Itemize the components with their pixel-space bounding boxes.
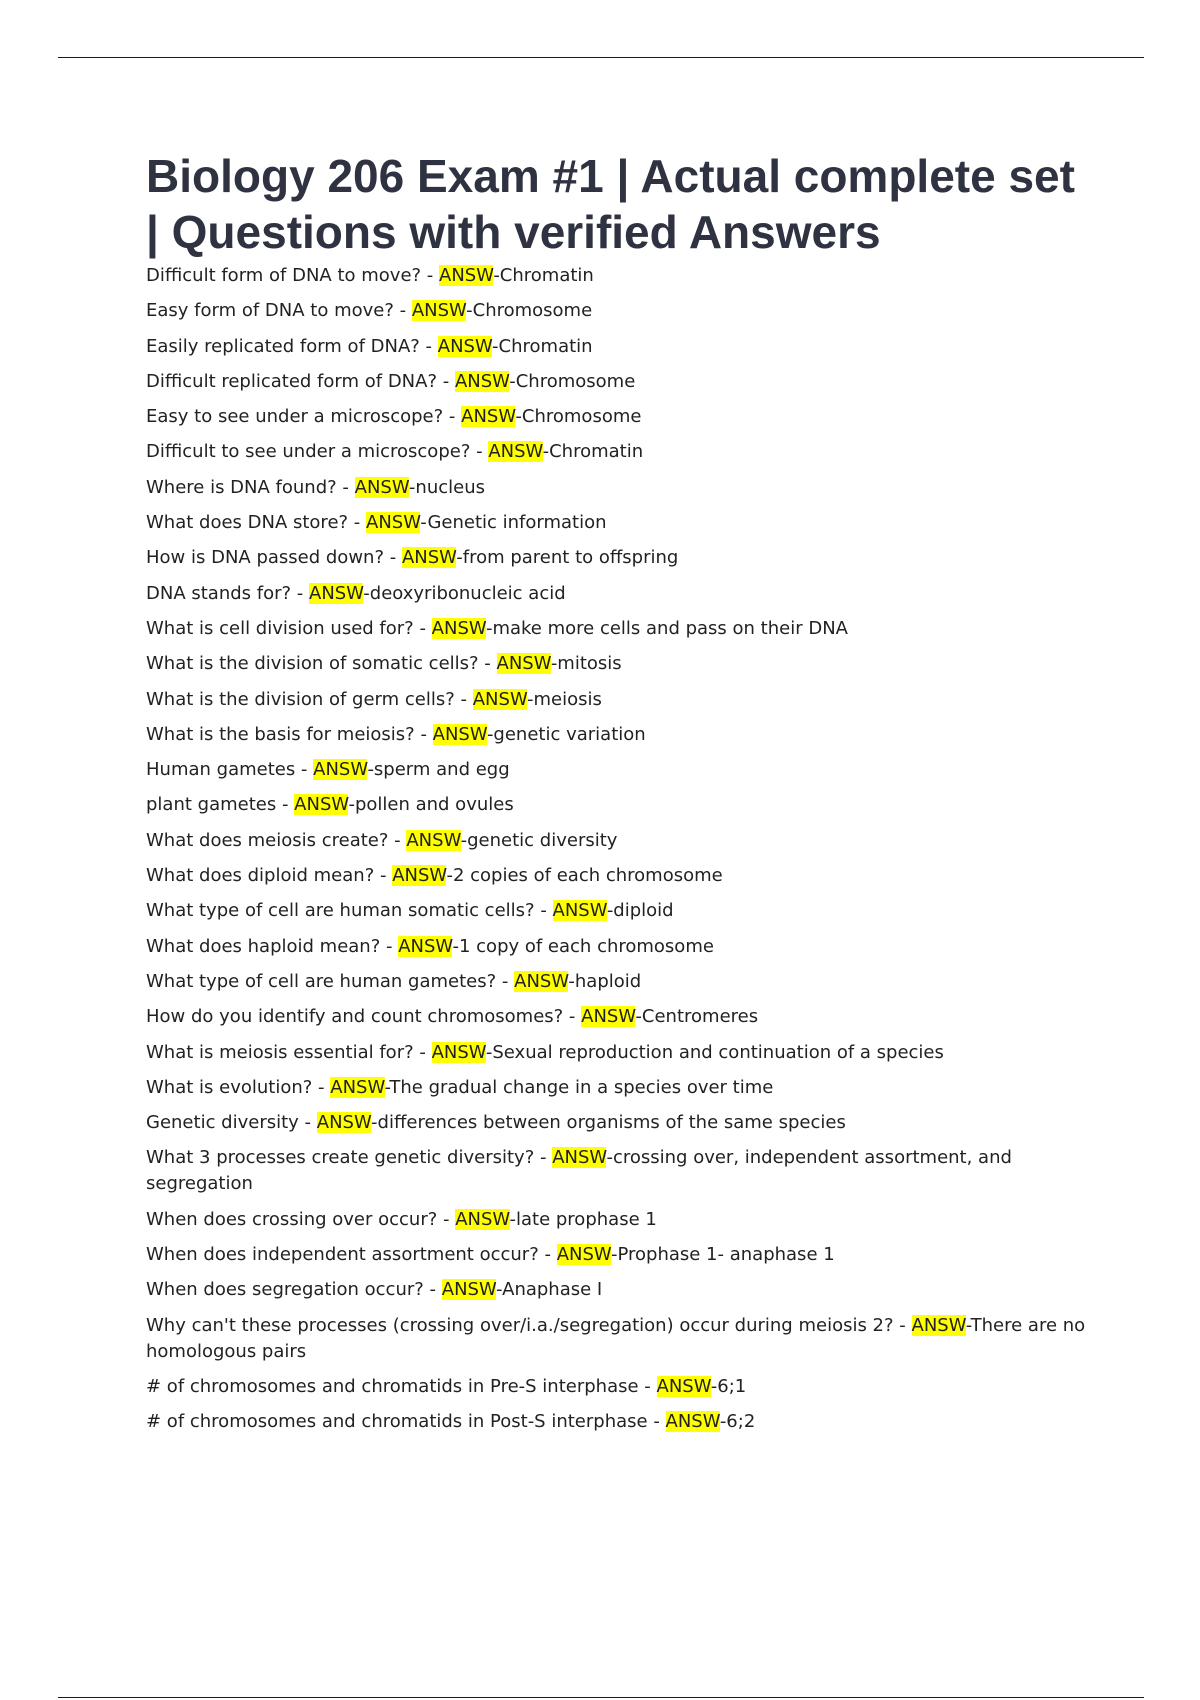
answer-marker: ANSW	[552, 900, 607, 922]
answer-text: -6;1	[710, 1375, 747, 1397]
answer-text: -Chromosome	[466, 300, 593, 322]
answer-marker: ANSW	[552, 1147, 607, 1169]
question-text: What is cell division used for? -	[146, 617, 432, 639]
answer-text: -diploid	[606, 900, 674, 922]
question-text: What is meiosis essential for? -	[146, 1041, 432, 1063]
answer-text: -Sexual reproduction and continuation of a species	[485, 1041, 944, 1063]
question-text: # of chromosomes and chromatids in Post-S interphase -	[146, 1411, 666, 1433]
answer-marker: ANSW	[411, 300, 467, 322]
answer-marker: ANSW	[431, 617, 486, 639]
qa-item	[146, 545, 1086, 571]
answer-marker: ANSW	[656, 1375, 711, 1397]
qa-item	[146, 863, 1086, 889]
answer-text: -1 copy of each chromosome	[452, 935, 714, 957]
question-text: Difficult replicated form of DNA? -	[146, 370, 455, 392]
answer-marker: ANSW	[472, 688, 528, 710]
qa-item	[146, 722, 1086, 748]
qa-item	[146, 439, 1086, 465]
answer-marker: ANSW	[406, 829, 461, 851]
answer-text: -2 copies of each chromosome	[446, 865, 723, 887]
question-text: DNA stands for? -	[146, 582, 310, 604]
question-text: What does diploid mean? -	[146, 865, 393, 887]
qa-item	[146, 792, 1086, 818]
answer-text: -from parent to offspring	[456, 547, 679, 569]
qa-item	[146, 1242, 1086, 1268]
answer-marker: ANSW	[392, 865, 447, 887]
question-text: Easily replicated form of DNA? -	[146, 335, 438, 357]
answer-text: -nucleus	[408, 476, 485, 498]
answer-marker: ANSW	[313, 759, 368, 781]
question-text: plant gametes -	[146, 794, 295, 816]
answer-marker: ANSW	[911, 1314, 966, 1336]
qa-item	[146, 263, 1086, 289]
question-text: When does segregation occur? -	[146, 1279, 442, 1301]
answer-marker: ANSW	[439, 265, 494, 286]
question-text: Genetic diversity -	[146, 1112, 317, 1134]
qa-item	[146, 828, 1086, 854]
qa-item	[146, 334, 1086, 360]
question-text: What is the basis for meiosis? -	[146, 723, 433, 745]
qa-item	[146, 757, 1086, 783]
answer-text: -haploid	[568, 970, 642, 992]
answer-marker: ANSW	[309, 582, 364, 604]
document-title: Biology 206 Exam #1 | Actual complete set | Questions with verified Answers	[146, 150, 1075, 258]
answer-marker: ANSW	[330, 1076, 385, 1098]
question-text: What is the division of somatic cells? -	[146, 653, 497, 675]
answer-marker: ANSW	[366, 512, 421, 534]
qa-item	[146, 1313, 1086, 1365]
question-text: Difficult to see under a microscope? -	[146, 441, 489, 463]
question-text: When does crossing over occur? -	[146, 1208, 456, 1230]
answer-marker: ANSW	[496, 653, 551, 675]
question-text: What is evolution? -	[146, 1076, 331, 1098]
qa-item	[146, 1277, 1086, 1303]
answer-marker: ANSW	[401, 547, 457, 569]
question-text: What 3 processes create genetic diversity? -	[146, 1147, 553, 1169]
question-text: What type of cell are human gametes? -	[146, 970, 515, 992]
question-text: Human gametes -	[146, 759, 314, 781]
answer-text: -make more cells and pass on their DNA	[485, 617, 848, 639]
answer-marker: ANSW	[316, 1112, 372, 1134]
answer-marker: ANSW	[432, 723, 487, 745]
question-text: What is the division of germ cells? -	[146, 688, 473, 710]
answer-marker: ANSW	[294, 794, 349, 816]
answer-text: -Chromatin	[542, 441, 644, 463]
answer-marker: ANSW	[398, 935, 453, 957]
answer-marker: ANSW	[431, 1041, 486, 1063]
question-text: How is DNA passed down? -	[146, 547, 402, 569]
qa-item	[146, 1207, 1086, 1233]
answer-text: -meiosis	[527, 688, 602, 710]
answer-text: -The gradual change in a species over time	[384, 1076, 774, 1098]
qa-item	[146, 651, 1086, 677]
answer-text: -pollen and ovules	[348, 794, 514, 816]
question-text: Easy form of DNA to move? -	[146, 300, 412, 322]
question-text: # of chromosomes and chromatids in Pre-S interphase -	[146, 1375, 657, 1397]
question-text: Difficult form of DNA to move? -	[146, 265, 440, 286]
answer-text: -genetic variation	[486, 723, 646, 745]
answer-text: -Centromeres	[635, 1006, 759, 1028]
answer-text: -Genetic information	[420, 512, 607, 534]
qa-list	[146, 263, 1086, 1435]
question-text: Where is DNA found? -	[146, 476, 355, 498]
answer-text: -genetic diversity	[460, 829, 618, 851]
answer-marker: ANSW	[354, 476, 409, 498]
answer-marker: ANSW	[581, 1006, 636, 1028]
footer-rule	[58, 1697, 1144, 1698]
answer-marker: ANSW	[665, 1411, 720, 1433]
answer-text: -Chromosome	[509, 370, 636, 392]
answer-text: -There are no homologous pairs	[146, 1314, 1086, 1362]
qa-item	[146, 404, 1086, 430]
question-text: Easy to see under a microscope? -	[146, 406, 462, 428]
answer-text: -late prophase 1	[509, 1208, 657, 1230]
answer-text: -mitosis	[550, 653, 622, 675]
question-text: What does DNA store? -	[146, 512, 367, 534]
answer-text: -Chromatin	[492, 335, 593, 357]
document-body	[146, 148, 1086, 1445]
qa-item	[146, 1374, 1086, 1400]
answer-marker: ANSW	[556, 1244, 611, 1266]
qa-item	[146, 1110, 1086, 1136]
answer-text: -Anaphase I	[496, 1279, 603, 1301]
qa-item	[146, 475, 1086, 501]
qa-item	[146, 1409, 1086, 1435]
answer-text: -differences between organisms of the same species	[371, 1112, 846, 1134]
qa-item	[146, 1145, 1086, 1197]
answer-text: -6;2	[719, 1411, 756, 1433]
answer-marker: ANSW	[488, 441, 543, 463]
answer-text: -deoxyribonucleic acid	[363, 582, 566, 604]
qa-item	[146, 1075, 1086, 1101]
answer-text: -sperm and egg	[367, 759, 510, 781]
header-rule	[58, 57, 1144, 58]
qa-item	[146, 934, 1086, 960]
question-text: What does haploid mean? -	[146, 935, 399, 957]
answer-text: -Prophase 1- anaphase 1	[610, 1244, 835, 1266]
answer-marker: ANSW	[455, 1208, 510, 1230]
answer-text: -crossing over, independent assortment, and segregation	[146, 1147, 1012, 1195]
qa-item	[146, 616, 1086, 642]
question-text: Why can't these processes (crossing over/i.a./segregation) occur during meiosis 2? -	[146, 1314, 912, 1336]
qa-item	[146, 1004, 1086, 1030]
qa-item	[146, 510, 1086, 536]
question-text: How do you identify and count chromosomes? -	[146, 1006, 582, 1028]
question-text: When does independent assortment occur? -	[146, 1244, 557, 1266]
qa-item	[146, 1040, 1086, 1066]
answer-marker: ANSW	[454, 370, 510, 392]
answer-marker: ANSW	[437, 335, 493, 357]
qa-item	[146, 369, 1086, 395]
answer-text: -Chromosome	[515, 406, 642, 428]
question-text: What does meiosis create? -	[146, 829, 407, 851]
qa-item	[146, 298, 1086, 324]
qa-item	[146, 898, 1086, 924]
answer-marker: ANSW	[441, 1279, 497, 1301]
answer-marker: ANSW	[514, 970, 569, 992]
answer-text: -Chromatin	[493, 265, 594, 286]
answer-marker: ANSW	[461, 406, 516, 428]
qa-item	[146, 687, 1086, 713]
question-text: What type of cell are human somatic cells? -	[146, 900, 553, 922]
qa-item	[146, 969, 1086, 995]
qa-item	[146, 581, 1086, 607]
